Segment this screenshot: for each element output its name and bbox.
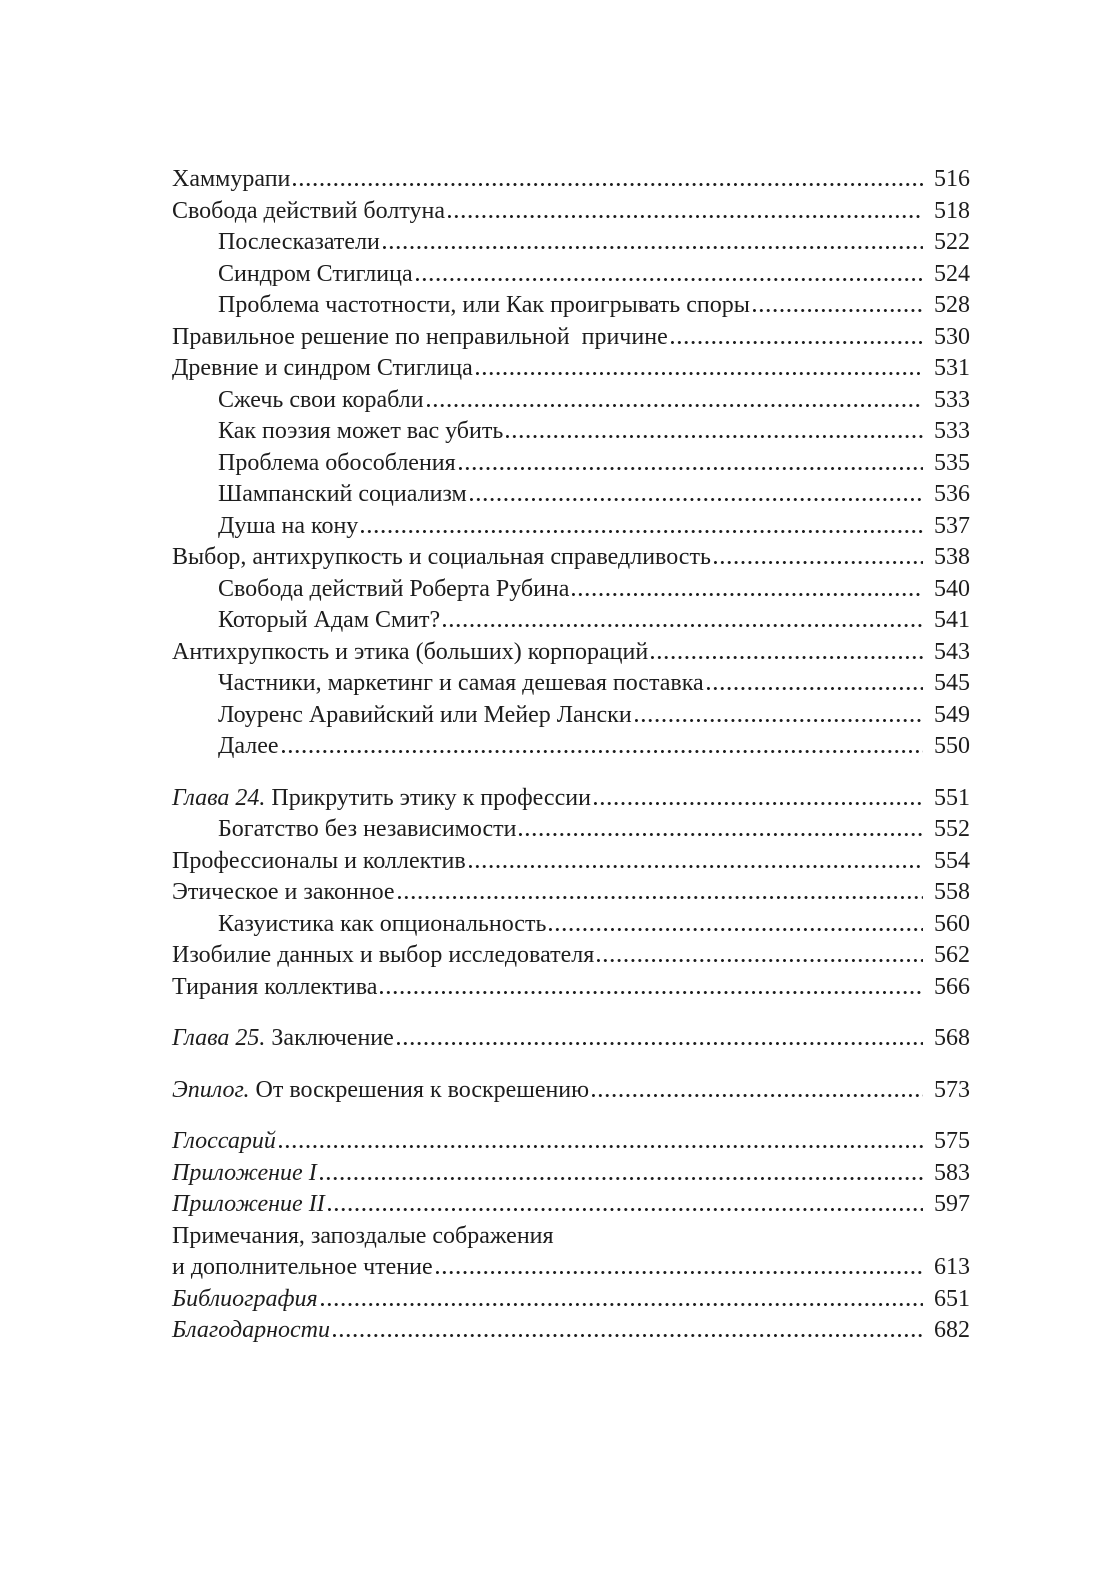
page-number: 651 xyxy=(934,1285,970,1312)
toc-entry xyxy=(172,353,970,385)
dot-leader xyxy=(383,246,923,249)
entry-title: Заключение xyxy=(265,1025,394,1051)
page-number: 552 xyxy=(934,816,970,842)
toc-entry xyxy=(172,196,970,228)
toc-entry xyxy=(172,668,970,700)
page-number: 551 xyxy=(934,784,970,811)
dot-leader xyxy=(397,1042,923,1045)
entry-title: Послесказатели xyxy=(218,229,380,255)
toc-entry xyxy=(172,909,970,941)
toc-entry xyxy=(172,972,970,1004)
page-number: 540 xyxy=(934,575,970,602)
dot-leader xyxy=(282,750,923,753)
entry-title: Свобода действий Роберта Рубина xyxy=(218,575,570,602)
page-number: 543 xyxy=(934,638,970,665)
dot-leader xyxy=(549,928,923,931)
dot-leader xyxy=(572,593,923,596)
toc-entry xyxy=(172,1023,970,1055)
dot-leader xyxy=(321,1303,923,1306)
page-number: 549 xyxy=(934,701,970,728)
page-number: 562 xyxy=(934,942,970,968)
entry-title: и дополнительное чтение xyxy=(172,1254,433,1280)
dot-leader xyxy=(594,802,923,805)
toc-entry xyxy=(172,259,970,291)
page-number: 560 xyxy=(934,910,970,937)
toc-entry xyxy=(172,290,970,322)
entry-title: Проблема частотности, или Как проигрывать споры xyxy=(218,292,750,318)
dot-leader xyxy=(506,435,923,438)
dot-leader xyxy=(476,372,923,375)
toc-entry xyxy=(172,783,970,815)
dot-leader xyxy=(361,530,923,533)
dot-leader xyxy=(469,865,923,868)
entry-title: Приложение I xyxy=(172,1159,317,1186)
entry-title: Далее xyxy=(218,733,279,759)
toc-entry xyxy=(172,700,970,732)
entry-title: Свобода действий болтуна xyxy=(172,197,445,224)
toc-entry xyxy=(172,164,970,196)
entry-title: Душа на кону xyxy=(218,512,359,539)
page-number: 536 xyxy=(934,481,970,507)
toc-entry xyxy=(172,877,970,909)
entry-title: Сжечь свои корабли xyxy=(218,386,424,413)
toc-entry xyxy=(172,511,970,543)
page-number: 537 xyxy=(934,512,970,539)
dot-leader xyxy=(597,959,923,962)
page-number: 518 xyxy=(934,197,970,224)
dot-leader xyxy=(753,309,923,312)
dot-leader xyxy=(714,561,923,564)
page-number: 541 xyxy=(934,607,970,633)
entry-title: Прикрутить этику к профессии xyxy=(265,784,591,811)
dot-leader xyxy=(320,1177,923,1180)
page-number: 533 xyxy=(934,386,970,413)
dot-leader xyxy=(519,833,923,836)
chapter-prefix: Эпилог. xyxy=(172,1076,250,1103)
page-number: 522 xyxy=(934,229,970,255)
entry-title: Примечания, запоздалые сображения xyxy=(172,1222,554,1249)
toc-entry xyxy=(172,1284,970,1316)
page-number: 682 xyxy=(934,1317,970,1343)
dot-leader xyxy=(459,467,923,470)
entry-title: Древние и синдром Стиглица xyxy=(172,355,473,381)
toc-entry xyxy=(172,1189,970,1221)
toc-entry xyxy=(172,1126,970,1158)
page-number: 538 xyxy=(934,544,970,570)
entry-title: Антихрупкость и этика (больших) корпораций xyxy=(172,638,649,665)
entry-title: Богатство без независимости xyxy=(218,816,517,842)
entry-title: Шампанский социализм xyxy=(218,481,467,507)
toc-entry xyxy=(172,1075,970,1107)
toc-entry xyxy=(172,1315,970,1347)
dot-leader xyxy=(427,404,923,407)
entry-title: Глоссарий xyxy=(172,1128,276,1154)
toc-entry xyxy=(172,574,970,606)
entry-title: Хаммурапи xyxy=(172,166,291,192)
page-number: 568 xyxy=(934,1025,970,1051)
entry-title: Проблема обособления xyxy=(218,449,456,476)
dot-leader xyxy=(416,278,923,281)
entry-title: Как поэзия может вас убить xyxy=(218,418,504,444)
entry-title: Который Адам Смит? xyxy=(218,607,441,633)
toc-entry xyxy=(172,542,970,574)
page-number: 613 xyxy=(934,1254,970,1280)
entry-title: Библиография xyxy=(172,1285,318,1312)
entry-title: Казуистика как опциональность xyxy=(218,910,547,937)
entry-title: Благодарности xyxy=(172,1317,330,1343)
page-number: 535 xyxy=(934,449,970,476)
dot-leader xyxy=(436,1271,923,1274)
entry-title: Частники, маркетинг и самая дешевая поставка xyxy=(218,670,704,696)
page-number: 528 xyxy=(934,292,970,318)
entry-title: Правильное решение по неправильной причине xyxy=(172,323,668,350)
toc xyxy=(172,164,970,1347)
toc-entry xyxy=(172,940,970,972)
entry-title: Профессионалы и коллектив xyxy=(172,847,466,874)
dot-leader xyxy=(333,1334,923,1337)
entry-title: Выбор, антихрупкость и социальная справедливость xyxy=(172,544,711,570)
toc-entry xyxy=(172,322,970,354)
dot-leader xyxy=(592,1094,923,1097)
dot-leader xyxy=(328,1208,923,1211)
entry-title: Изобилие данных и выбор исследователя xyxy=(172,942,595,968)
page-number: 554 xyxy=(934,847,970,874)
toc-entry xyxy=(172,416,970,448)
chapter-prefix: Глава 25. xyxy=(172,1025,266,1051)
entry-title: Этическое и законное xyxy=(172,879,395,905)
dot-leader xyxy=(635,719,923,722)
toc-entry xyxy=(172,1158,970,1190)
page-number: 524 xyxy=(934,260,970,287)
page-number: 531 xyxy=(934,355,970,381)
entry-title: Лоуренс Аравийский или Мейер Лански xyxy=(218,701,632,728)
toc-entry xyxy=(172,846,970,878)
toc-entry xyxy=(172,1252,970,1284)
dot-leader xyxy=(671,341,923,344)
toc-entry xyxy=(172,479,970,511)
page-number: 550 xyxy=(934,733,970,759)
dot-leader xyxy=(651,656,923,659)
dot-leader xyxy=(293,183,923,186)
dot-leader xyxy=(707,687,923,690)
page-number: 533 xyxy=(934,418,970,444)
page-number: 516 xyxy=(934,166,970,192)
page-number: 545 xyxy=(934,670,970,696)
page-number: 530 xyxy=(934,323,970,350)
dot-leader xyxy=(443,624,923,627)
entry-title: Приложение II xyxy=(172,1191,325,1217)
page-number: 575 xyxy=(934,1128,970,1154)
entry-title: Тирания коллектива xyxy=(172,973,378,1000)
toc-entry xyxy=(172,605,970,637)
dot-leader xyxy=(279,1145,923,1148)
toc-entry xyxy=(172,731,970,763)
toc-entry xyxy=(172,1221,970,1253)
dot-leader xyxy=(448,215,923,218)
entry-title: Синдром Стиглица xyxy=(218,260,413,287)
dot-leader xyxy=(380,991,923,994)
page-number: 583 xyxy=(934,1159,970,1186)
page-number: 573 xyxy=(934,1076,970,1103)
entry-title: От воскрешения к воскрешению xyxy=(249,1076,590,1103)
dot-leader xyxy=(470,498,923,501)
toc-entry xyxy=(172,385,970,417)
page-number: 597 xyxy=(934,1191,970,1217)
toc-entry xyxy=(172,227,970,259)
toc-entry xyxy=(172,637,970,669)
chapter-prefix: Глава 24. xyxy=(172,784,266,811)
toc-entry xyxy=(172,814,970,846)
page-number: 558 xyxy=(934,879,970,905)
toc-entry xyxy=(172,448,970,480)
page-number: 566 xyxy=(934,973,970,1000)
dot-leader xyxy=(398,896,923,899)
